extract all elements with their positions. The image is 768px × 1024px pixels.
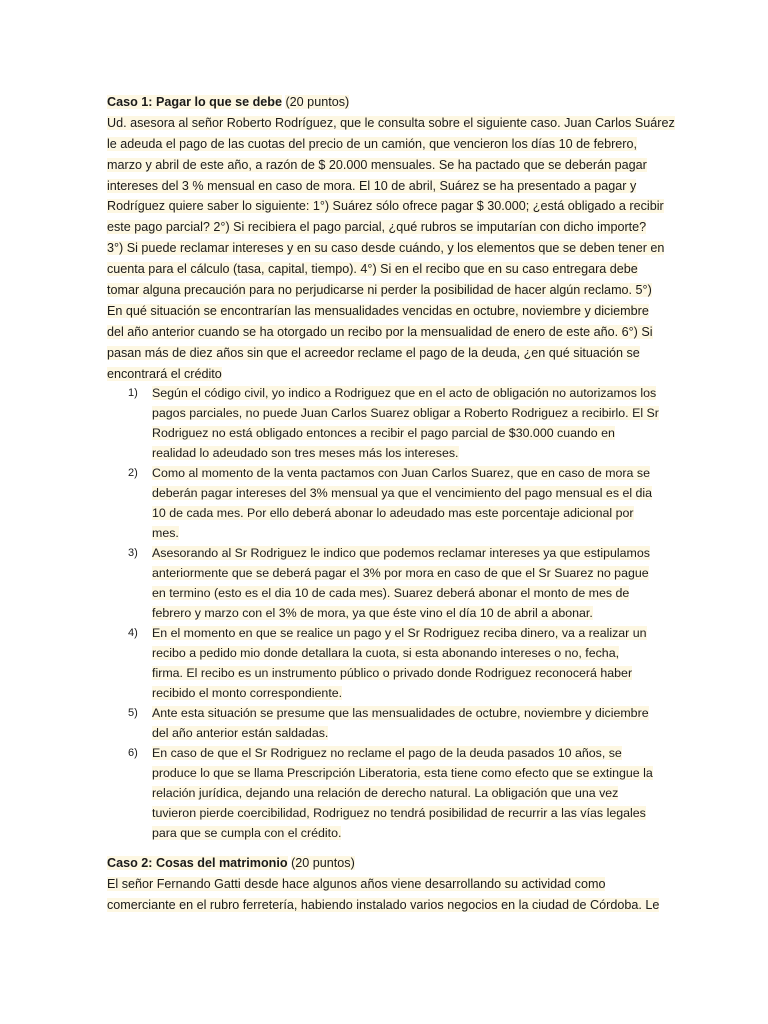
answer-item — [128, 743, 668, 843]
answer-line: para que se cumpla con el crédito. — [152, 826, 342, 840]
caso-2-section — [107, 853, 662, 916]
caso-1-line: marzo y abril de este año, a razón de $ 20.000 mensuales. Se ha pactado que se deberán pagar — [107, 157, 647, 172]
answer-line: Según el código civil, yo indico a Rodriguez que en el acto de obligación no autorizamos los — [152, 386, 657, 400]
answer-line: mes. — [152, 526, 179, 540]
answer-number: 2) — [128, 467, 138, 479]
answer-line: En el momento en que se realice un pago y el Sr Rodriguez reciba dinero, va a realizar un — [152, 626, 647, 640]
caso-2-line: comerciante en el rubro ferretería, habiendo instalado varios negocios en la ciudad de Córdoba. Le — [107, 897, 660, 912]
answer-line: tuvieron pierde coercibilidad, Rodriguez no tendrá posibilidad de recurrir a las vías legales — [152, 806, 646, 820]
answer-line: deberán pagar intereses del 3% mensual ya que el vencimiento del pago mensual es el dia — [152, 486, 653, 500]
caso-2-text — [107, 874, 662, 916]
caso-1-line: tomar alguna precaución para no perjudicarse ni perder la posibilidad de hacer algún reclamo. 5°) — [107, 283, 652, 298]
caso-2-line: El señor Fernando Gatti desde hace algunos años viene desarrollando su actividad como — [107, 876, 606, 891]
caso-2-title: Caso 2: Cosas del matrimonio — [107, 856, 288, 870]
answer-number: 4) — [128, 627, 138, 639]
caso-1-line: encontrará el crédito — [107, 366, 222, 381]
caso-1-line: le adeuda el pago de las cuotas del precio de un camión, que vencieron los días 10 de febrero, — [107, 136, 637, 151]
answer-line: firma. El recibo es un instrumento público o privado donde Rodriguez reconocerá haber — [152, 666, 633, 680]
answer-line: relación jurídica, dejando una relación de derecho natural. La obligación que una vez — [152, 786, 619, 800]
answer-item — [128, 543, 668, 623]
caso-1-line: intereses del 3 % mensual en caso de mora. El 10 de abril, Suárez se ha presentado a pagar y — [107, 178, 637, 193]
answer-number: 6) — [128, 747, 138, 759]
answer-line: Como al momento de la venta pactamos con Juan Carlos Suarez, que en caso de mora se — [152, 466, 650, 480]
answer-number: 5) — [128, 707, 138, 719]
answer-line: recibo a pedido mio donde detallara la cuota, si esta abonando intereses o no, fecha, — [152, 646, 620, 660]
caso-1-section — [107, 92, 675, 384]
answer-line: realidad lo adeudado son tres meses más los intereses. — [152, 446, 459, 460]
caso-1-line: este pago parcial? 2°) Si recibiera el pago parcial, ¿qué rubros se imputarían con dicho importe? — [107, 220, 647, 235]
answer-item — [128, 623, 668, 703]
caso-1-heading — [107, 92, 662, 113]
answer-line: recibido el monto correspondiente. — [152, 686, 343, 700]
caso-1-points: (20 puntos) — [285, 95, 350, 109]
answer-item — [128, 703, 668, 743]
caso-1-line: En qué situación se encontrarían las mensualidades vencidas en octubre, noviembre y diciembre — [107, 303, 649, 318]
answer-line: febrero y marzo con el 3% de mora, ya que éste vino el día 10 de abril a abonar. — [152, 606, 593, 620]
caso-1-line: Rodríguez quiere saber lo siguiente: 1°) Suárez sólo ofrece pagar $ 30.000; ¿está obligado a recibir — [107, 199, 664, 214]
caso-1-line: Ud. asesora al señor Roberto Rodríguez, que le consulta sobre el siguiente caso. Juan Carlos Suárez — [107, 115, 675, 130]
answer-number: 1) — [128, 387, 138, 399]
answer-line: produce lo que se llama Prescripción Liberatoria, esta tiene como efecto que se extingue la — [152, 766, 653, 780]
caso-1-line: 3°) Si puede reclamar intereses y en su caso desde cuándo, y los elementos que se deben tener en — [107, 241, 665, 256]
caso-1-line: pasan más de diez años sin que el acreedor reclame el pago de la deuda, ¿en qué situación se — [107, 345, 640, 360]
caso-2-heading — [107, 853, 662, 874]
answer-line: Rodriguez no está obligado entonces a recibir el pago parcial de $30.000 cuando en — [152, 426, 615, 440]
caso-2-points: (20 puntos) — [291, 856, 355, 870]
answer-item — [128, 463, 668, 543]
answer-line: anteriormente que se deberá pagar el 3% por mora en caso de que el Sr Suarez no pague — [152, 566, 649, 580]
caso-1-title: Caso 1: Pagar lo que se debe — [107, 95, 282, 109]
answer-line: Ante esta situación se presume que las mensualidades de octubre, noviembre y diciembre — [152, 706, 649, 720]
caso-1-line: cuenta para el cálculo (tasa, capital, tiempo). 4°) Si en el recibo que en su caso entregara debe — [107, 262, 638, 277]
answer-number: 3) — [128, 547, 138, 559]
answer-line: del año anterior están saldadas. — [152, 726, 329, 740]
answers-list — [128, 383, 668, 843]
answer-line: En caso de que el Sr Rodriguez no reclame el pago de la deuda pasados 10 años, se — [152, 746, 622, 760]
caso-1-text — [107, 113, 675, 385]
answer-line: 10 de cada mes. Por ello deberá abonar lo adeudado mas este porcentaje adicional por — [152, 506, 634, 520]
answer-line: Asesorando al Sr Rodriguez le indico que podemos reclamar intereses ya que estipulamos — [152, 546, 650, 560]
caso-1-line: del año anterior cuando se ha otorgado un recibo por la mensualidad de enero de este año. 6°) Si — [107, 324, 653, 339]
answer-line: pagos parciales, no puede Juan Carlos Suarez obligar a Roberto Rodriguez a recibirlo. El Sr — [152, 406, 659, 420]
answer-item — [128, 383, 668, 463]
answer-line: en termino (esto es el dia 10 de cada mes). Suarez deberá abonar el monto de mes de — [152, 586, 630, 600]
